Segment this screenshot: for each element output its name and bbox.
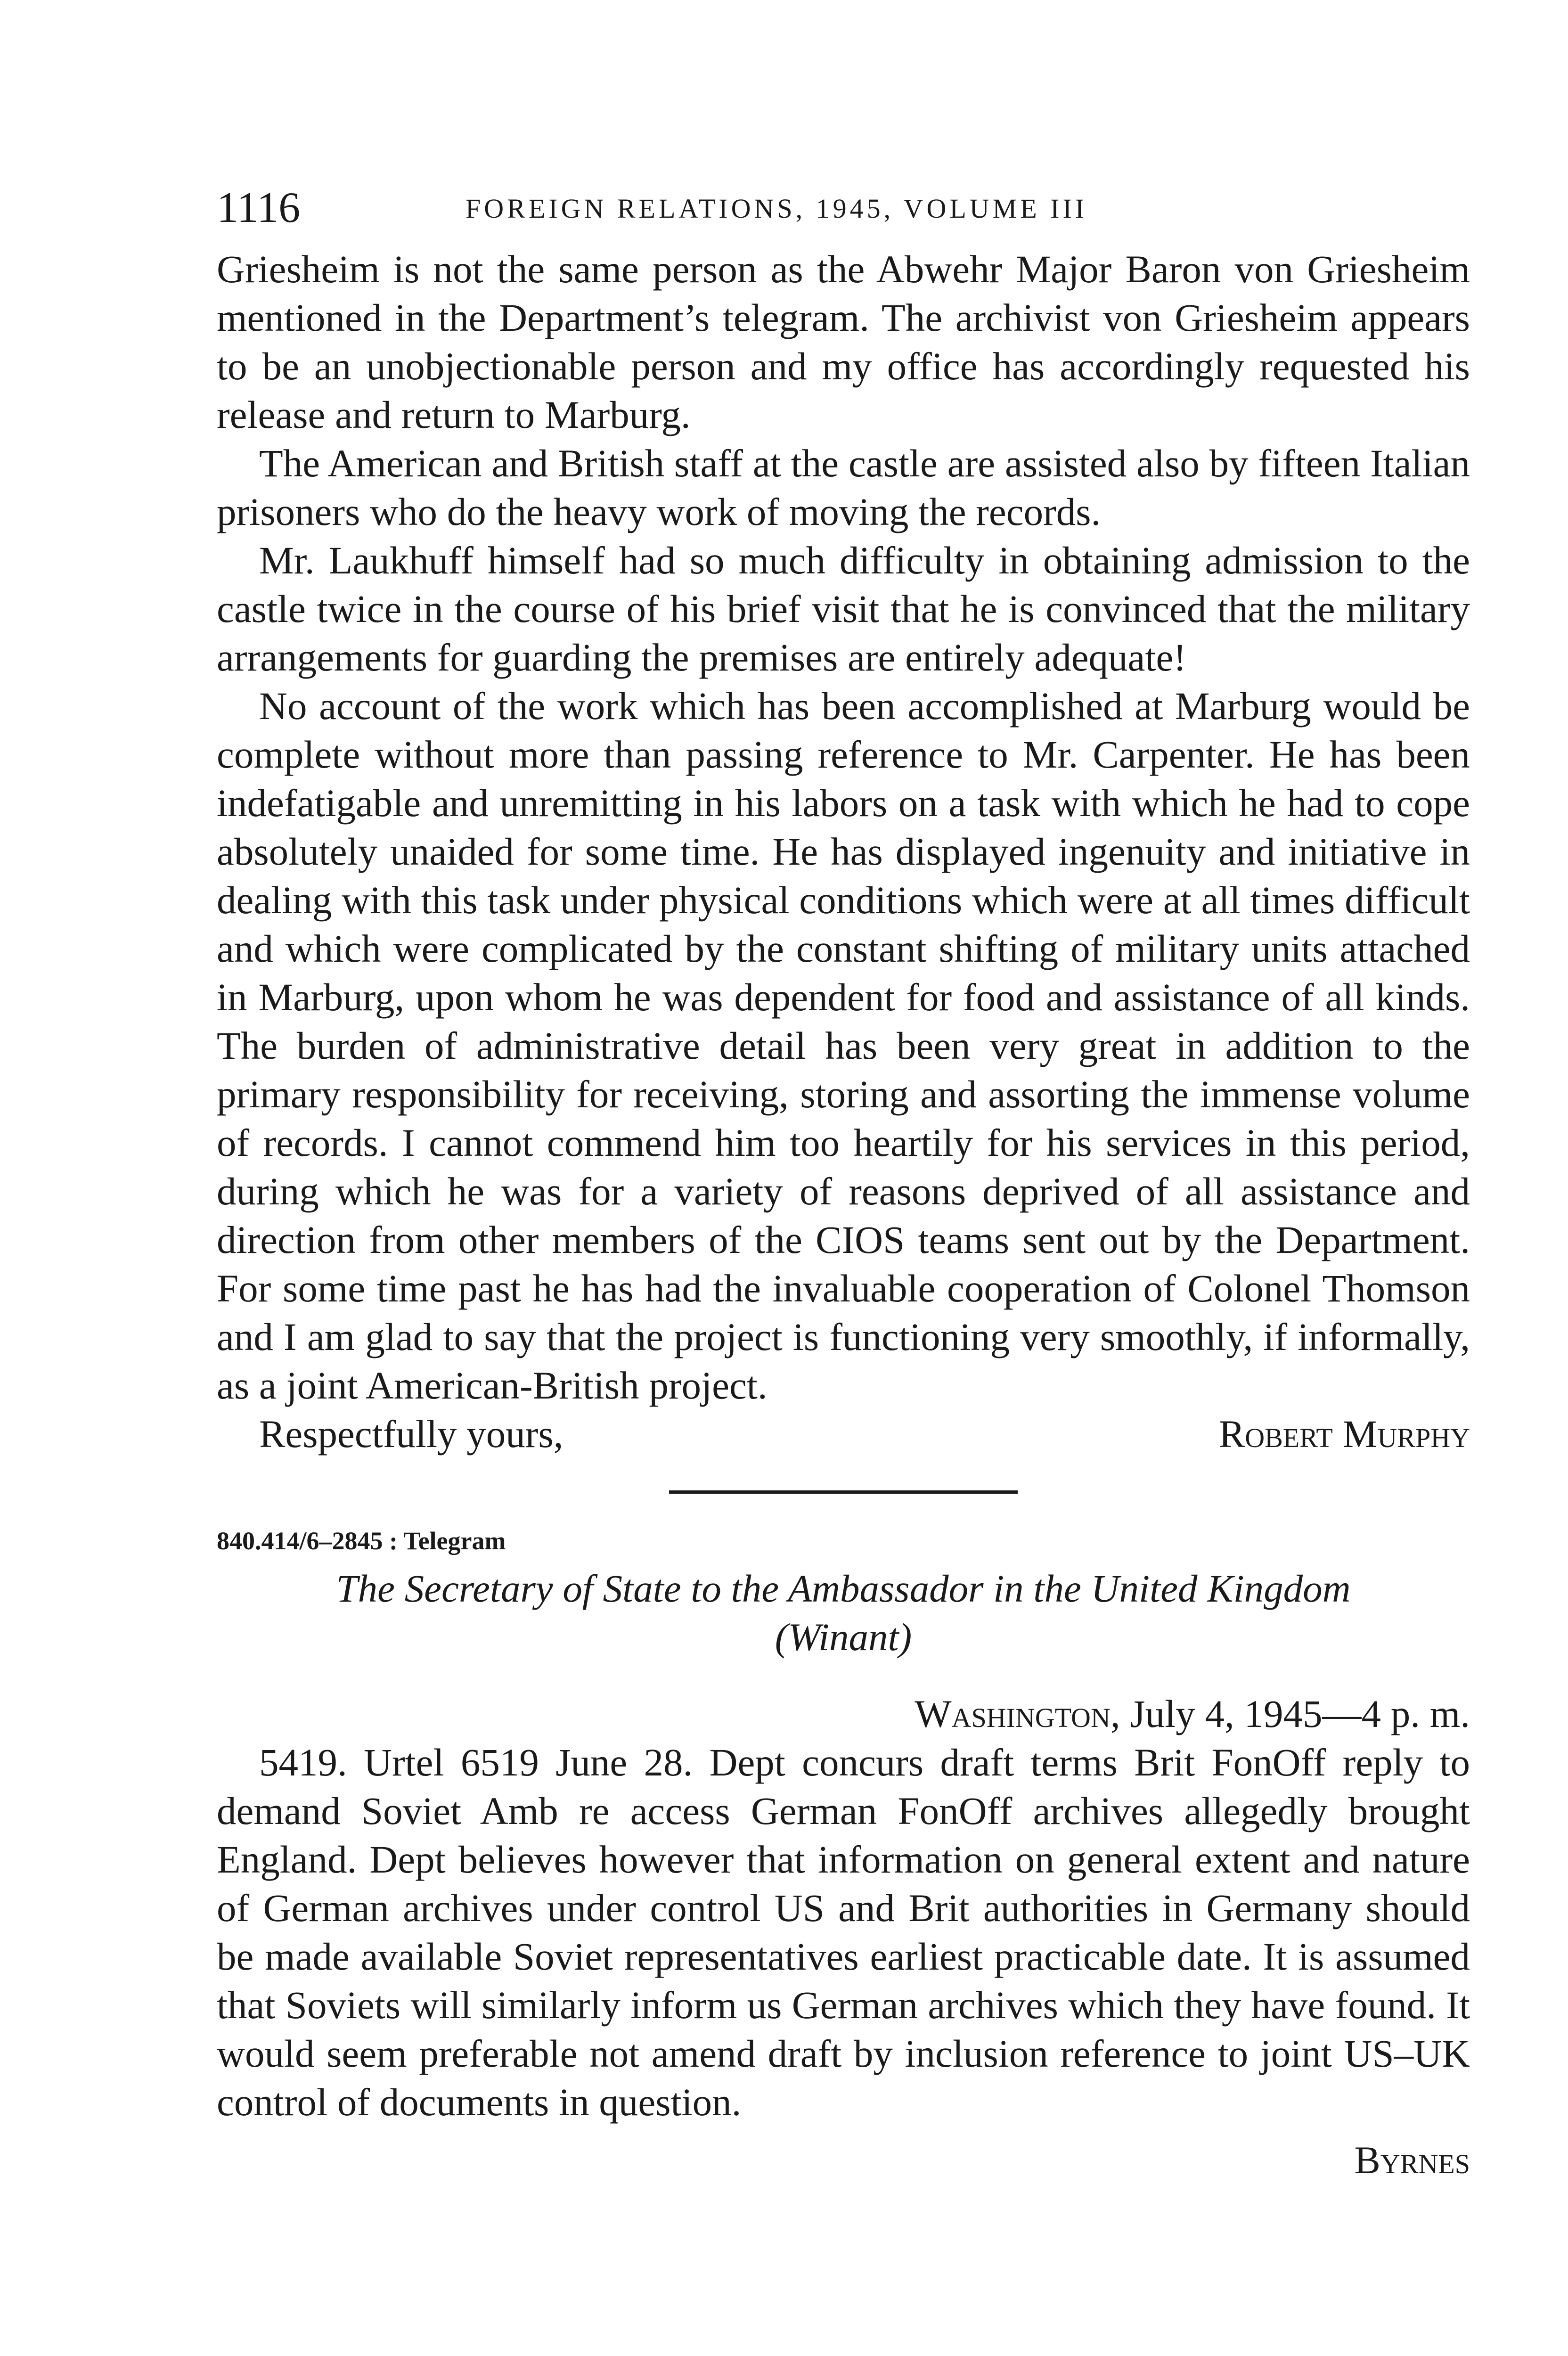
telegram-body [217, 1738, 1470, 2127]
page-header [217, 184, 1470, 245]
letter-paragraph: The American and British staff at the castle are assisted also by fifteen Italian prisoners who do the heavy work of moving the records. [217, 442, 1470, 533]
dateline-place: Washington [915, 1692, 1111, 1735]
running-head: FOREIGN RELATIONS, 1945, VOLUME III [466, 193, 1088, 224]
telegram-paragraph: 5419. Urtel 6519 June 28. Dept concurs draft terms Brit FonOff reply to demand Soviet Amb re access German FonOff archives allegedly brought England. Dept believes however that information on general extent and nature of German archives under control US and Brit authorities in Germany should be made available Soviet representatives earliest practicable date. It is assumed that Soviets will similarly inform us German archives which they have found. It would seem preferable not amend draft by inclusion reference to joint US–UK control of documents in question. [217, 1741, 1470, 2124]
letter-paragraph: Mr. Laukhuff himself had so much difficulty in obtaining admission to the castle twice in the course of his brief visit that he is convinced that the military arrangements for guarding the premises are entirely adequate! [217, 539, 1470, 679]
document-title-name: (Winant) [775, 1615, 912, 1659]
letter-paragraph: Griesheim is not the same person as the Abwehr Major Baron von Griesheim mentioned in the Department’s telegram. The archivist von Griesheim appears to be an unobjectionable person and my office has accordingly requested his release and return to Marburg. [217, 247, 1470, 436]
telegram-signature: Byrnes [1354, 2138, 1470, 2182]
document-title-line: The Secretary of State to the Ambassador in the United Kingdom [336, 1567, 1351, 1610]
letter-closing [217, 1410, 1470, 1458]
letter-paragraph: No account of the work which has been accomplished at Marburg would be complete without more than passing reference to Mr. Carpenter. He has been indefatigable and unremitting in his labors on a task with which he had to cope absolutely unaided for some time. He has displayed ingenuity and initiative in dealing with this task under physical conditions which were at all times difficult and which were complicated by the constant shifting of military units attached in Marburg, upon whom he was dependent for food and assistance of all kinds. The burden of administrative detail has been very great in addition to the primary responsibility for receiving, storing and assorting the immense volume of records. I cannot commend him too heartily for his services in this period, during which he was for a variety of reasons deprived of all assistance and direction from other members of the CIOS teams sent out by the Department. For some time past he has had the invaluable cooperation of Colonel Thomson and I am glad to say that the project is functioning very smoothly, if informally, as a joint American-British project. [217, 684, 1470, 1407]
document-title [217, 1564, 1470, 1661]
document-reference: 840.414/6–2845 : Telegram [217, 1527, 506, 1555]
letter-signature: Robert Murphy [1218, 1412, 1470, 1456]
complimentary-close: Respectfully yours, [259, 1412, 564, 1456]
page-number: 1116 [217, 183, 301, 231]
dateline-date: , July 4, 1945—4 p. m. [1110, 1692, 1470, 1735]
dateline [217, 1690, 1470, 1738]
section-divider [669, 1490, 1018, 1494]
letter-body [217, 245, 1470, 1410]
document-page [217, 184, 1470, 2184]
